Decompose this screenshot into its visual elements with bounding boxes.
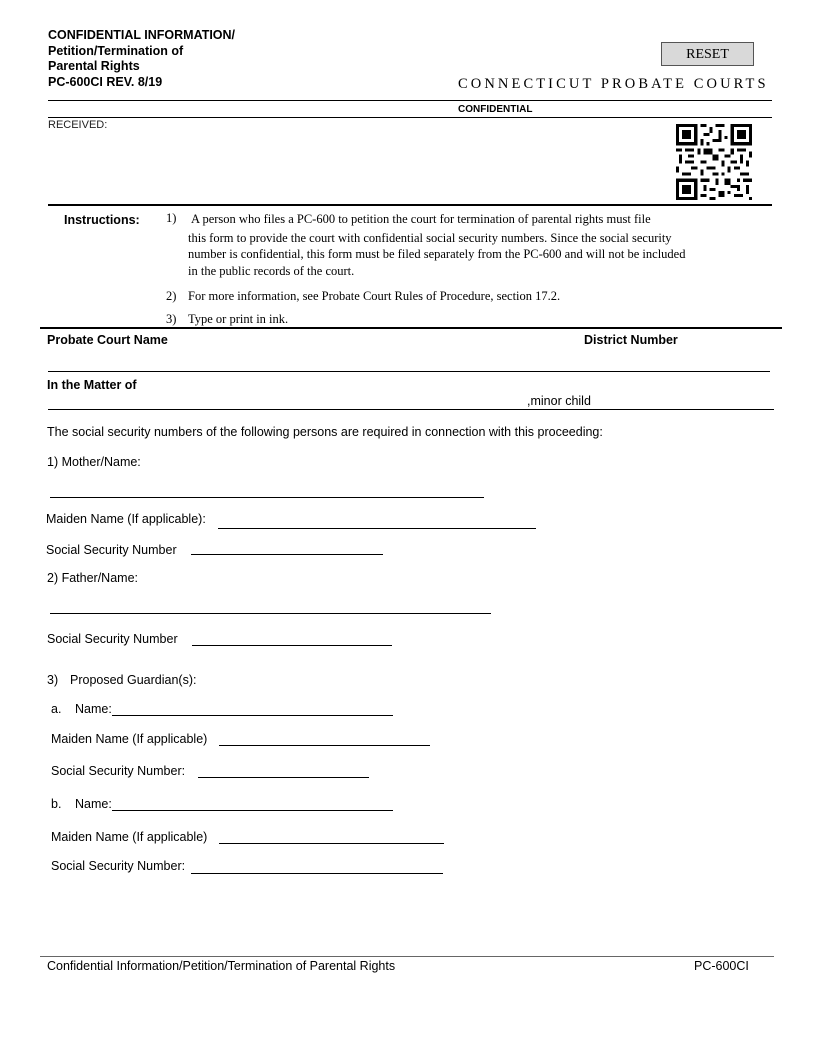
reset-button[interactable]: RESET bbox=[661, 42, 754, 66]
instruction-line: in the public records of the court. bbox=[188, 263, 355, 278]
instructions-bottom-border bbox=[40, 327, 782, 329]
matter-field-line[interactable] bbox=[48, 409, 774, 410]
guardian-heading-number: 3) bbox=[47, 673, 59, 687]
instruction-number: 1) bbox=[166, 211, 177, 225]
court-name-field-line[interactable] bbox=[48, 371, 770, 372]
instructions-label: Instructions: bbox=[64, 213, 140, 227]
footer-divider bbox=[40, 956, 774, 957]
guardian-b-maiden-name-label: Maiden Name (If applicable) bbox=[51, 830, 208, 844]
form-title-line: CONFIDENTIAL INFORMATION/ bbox=[48, 28, 236, 42]
instruction-number: 2) bbox=[166, 289, 177, 303]
instruction-item bbox=[188, 288, 560, 304]
guardian-a-ssn-label: Social Security Number: bbox=[51, 764, 186, 778]
mother-ssn-label: Social Security Number bbox=[46, 543, 177, 557]
intro-text: The social security numbers of the following persons are required in connection with this proceeding: bbox=[47, 425, 603, 439]
qr-code bbox=[676, 124, 752, 200]
header-divider bbox=[48, 100, 772, 101]
guardian-a-name-field-line[interactable] bbox=[112, 715, 393, 716]
form-title bbox=[48, 28, 235, 90]
instruction-line: A person who files a PC-600 to petition the court for termination of parental rights must file bbox=[191, 212, 651, 226]
instruction-line: Type or print in ink. bbox=[188, 312, 289, 326]
instruction-item bbox=[188, 311, 288, 327]
instruction-line: this form to provide the court with confidential social security numbers. Since the social security bbox=[188, 231, 672, 245]
mother-maiden-name-field-line[interactable] bbox=[218, 528, 536, 529]
guardian-b-maiden-name-field-line[interactable] bbox=[219, 843, 444, 844]
form-title-line: Parental Rights bbox=[48, 59, 140, 73]
instruction-item-continued bbox=[188, 230, 685, 279]
guardian-b-letter: b. bbox=[51, 797, 62, 811]
guardian-heading: Proposed Guardian(s): bbox=[70, 673, 197, 687]
court-system-name: CONNECTICUT PROBATE COURTS bbox=[458, 76, 769, 92]
father-ssn-label: Social Security Number bbox=[47, 632, 178, 646]
father-ssn-field-line[interactable] bbox=[192, 645, 392, 646]
instruction-item bbox=[191, 211, 651, 227]
minor-child-label: ,minor child bbox=[527, 394, 591, 408]
mother-maiden-name-label: Maiden Name (If applicable): bbox=[46, 512, 206, 526]
instruction-number: 3) bbox=[166, 312, 177, 326]
received-label: RECEIVED: bbox=[48, 119, 108, 131]
form-number: PC-600CI REV. 8/19 bbox=[48, 74, 163, 89]
guardian-b-name-label: Name: bbox=[75, 797, 112, 811]
footer-form-title: Confidential Information/Petition/Termination of Parental Rights bbox=[47, 959, 396, 973]
guardian-a-maiden-name-label: Maiden Name (If applicable) bbox=[51, 732, 208, 746]
instruction-line: For more information, see Probate Court Rules of Procedure, section 17.2. bbox=[188, 289, 561, 303]
received-divider bbox=[48, 117, 772, 118]
guardian-a-name-label: Name: bbox=[75, 702, 112, 716]
guardian-a-maiden-name-field-line[interactable] bbox=[219, 745, 430, 746]
in-the-matter-of-label: In the Matter of bbox=[47, 378, 137, 392]
instructions-top-border bbox=[48, 204, 772, 206]
confidential-label: CONFIDENTIAL bbox=[458, 104, 533, 115]
guardian-a-letter: a. bbox=[51, 702, 62, 716]
guardian-b-ssn-field-line[interactable] bbox=[191, 873, 443, 874]
mother-ssn-field-line[interactable] bbox=[191, 554, 383, 555]
guardian-b-name-field-line[interactable] bbox=[112, 810, 393, 811]
mother-name-field-line[interactable] bbox=[50, 497, 484, 498]
form-title-line: Petition/Termination of bbox=[48, 43, 184, 58]
district-number-label: District Number bbox=[584, 333, 678, 347]
footer-form-number: PC-600CI bbox=[694, 959, 749, 973]
father-name-label: 2) Father/Name: bbox=[47, 571, 139, 585]
instruction-line: number is confidential, this form must be filed separately from the PC-600 and will not be included bbox=[188, 247, 686, 262]
guardian-b-ssn-label: Social Security Number: bbox=[51, 859, 186, 873]
father-name-field-line[interactable] bbox=[50, 613, 491, 614]
mother-name-label: 1) Mother/Name: bbox=[47, 455, 141, 469]
guardian-a-ssn-field-line[interactable] bbox=[198, 777, 369, 778]
probate-court-name-label: Probate Court Name bbox=[47, 333, 168, 347]
